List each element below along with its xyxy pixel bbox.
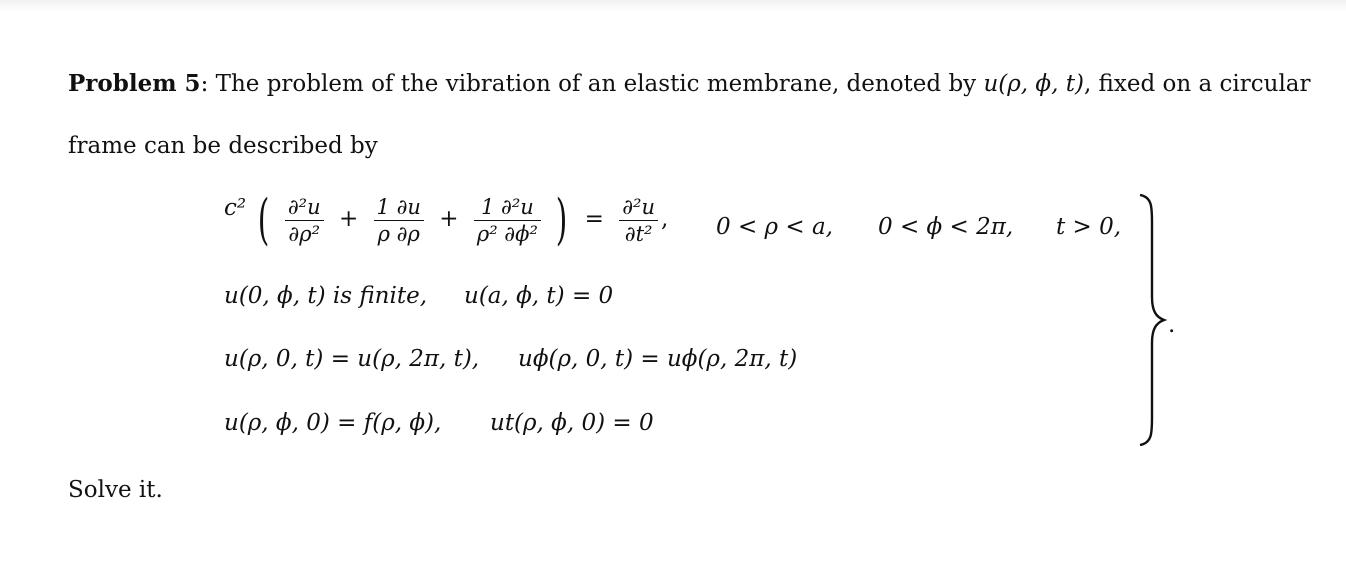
initial-condition-displacement: u(ρ, ϕ, 0) = f(ρ, ϕ),: [224, 410, 442, 436]
system-period: .: [1168, 312, 1176, 338]
left-paren: (: [258, 188, 270, 251]
equals-sign: =: [584, 206, 604, 232]
c-squared: c²: [224, 195, 247, 221]
term1-denominator: ∂ρ²: [288, 221, 321, 246]
term3-fraction: [474, 195, 541, 246]
right-paren: ): [555, 188, 568, 251]
right-curly-brace: [1138, 193, 1168, 447]
initial-condition-velocity: ut(ρ, ϕ, 0) = 0: [490, 410, 654, 436]
boundary-condition-zero: u(a, ϕ, t) = 0: [464, 283, 614, 309]
periodic-condition-u: u(ρ, 0, t) = u(ρ, 2π, t),: [224, 346, 480, 372]
membrane-function: u(ρ, ϕ, t): [983, 71, 1084, 97]
intro-text-1: : The problem of the vibration of an elastic membrane, denoted by: [200, 71, 984, 97]
intro-text-2: , fixed on a circular: [1083, 71, 1311, 97]
phi-range: 0 < ϕ < 2π,: [878, 214, 1014, 240]
term2-denominator: ρ ∂ρ: [377, 221, 420, 246]
periodic-condition-u-phi: uϕ(ρ, 0, t) = uϕ(ρ, 2π, t): [518, 346, 798, 372]
equation-comma: ,: [661, 206, 669, 232]
term2-numerator: 1 ∂u: [374, 195, 424, 221]
plus-2: +: [439, 206, 459, 232]
term2-fraction: [374, 195, 424, 246]
rhs-numerator: ∂²u: [619, 195, 658, 221]
term3-denominator: ρ² ∂ϕ²: [476, 221, 538, 246]
rho-range: 0 < ρ < a,: [716, 214, 833, 240]
problem-statement-line2: frame can be described by: [68, 133, 378, 159]
rhs-fraction: [619, 195, 658, 246]
term1-numerator: ∂²u: [285, 195, 324, 221]
solve-instruction: Solve it.: [68, 477, 163, 503]
t-range: t > 0,: [1056, 214, 1122, 240]
wave-equation: [224, 188, 669, 251]
top-shadow-bar: [0, 0, 1346, 12]
term3-numerator: 1 ∂²u: [474, 195, 541, 221]
problem-label: Problem 5: [68, 70, 201, 97]
problem-statement-line1: [68, 70, 1318, 97]
boundary-condition-finite: u(0, ϕ, t) is finite,: [224, 283, 428, 309]
plus-1: +: [338, 206, 359, 232]
rhs-denominator: ∂t²: [624, 221, 653, 246]
term1-fraction: [285, 195, 324, 246]
